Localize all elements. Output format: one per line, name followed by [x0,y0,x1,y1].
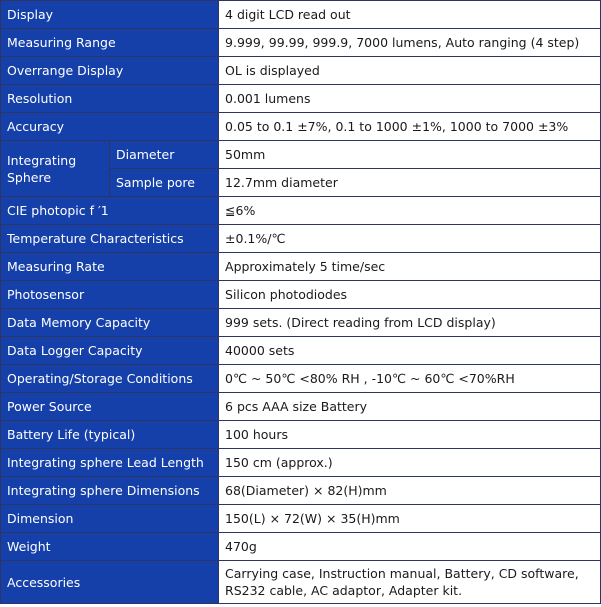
row-label: Photosensor [1,281,219,309]
table-row [1,309,601,337]
row-value: 0℃ ~ 50℃ <80% RH , -10℃ ~ 60℃ <70%RH [219,365,601,393]
row-label: Integrating sphere Lead Length [1,449,219,477]
row-label: Weight [1,533,219,561]
table-row [1,533,601,561]
table-row [1,393,601,421]
row-value: OL is displayed [219,57,601,85]
table-row [1,1,601,29]
row-label: Data Memory Capacity [1,309,219,337]
table-row [1,477,601,505]
row-label: Dimension [1,505,219,533]
row-value: ±0.1%/℃ [219,225,601,253]
row-label: Power Source [1,393,219,421]
row-value: 999 sets. (Direct reading from LCD display) [219,309,601,337]
row-value: 100 hours [219,421,601,449]
sub-row-label: Diameter [110,141,219,169]
row-label: Overrange Display [1,57,219,85]
row-label: Measuring Rate [1,253,219,281]
integrating-sphere-label: Integrating Sphere [1,141,110,197]
table-row [1,253,601,281]
row-label: Temperature Characteristics [1,225,219,253]
row-label: Operating/Storage Conditions [1,365,219,393]
row-value: 0.05 to 0.1 ±7%, 0.1 to 1000 ±1%, 1000 to 7000 ±3% [219,113,601,141]
row-value: Carrying case, Instruction manual, Battery, CD software, RS232 cable, AC adaptor, Adapter kit. [219,561,601,604]
row-label: CIE photopic f ′1 [1,197,219,225]
row-value: 12.7mm diameter [219,169,601,197]
table-row [1,141,601,169]
row-label: Data Logger Capacity [1,337,219,365]
table-row [1,337,601,365]
row-value: 0.001 lumens [219,85,601,113]
row-value: 150(L) × 72(W) × 35(H)mm [219,505,601,533]
row-value: 68(Diameter) × 82(H)mm [219,477,601,505]
row-label: Accessories [1,561,219,604]
row-label: Display [1,1,219,29]
table-row [1,57,601,85]
table-row [1,365,601,393]
sub-row-label: Sample pore [110,169,219,197]
row-value: 150 cm (approx.) [219,449,601,477]
row-value: Silicon photodiodes [219,281,601,309]
row-label: Integrating sphere Dimensions [1,477,219,505]
row-label: Measuring Range [1,29,219,57]
table-row [1,197,601,225]
row-value: 40000 sets [219,337,601,365]
row-value: 9.999, 99.99, 999.9, 7000 lumens, Auto ranging (4 step) [219,29,601,57]
table-row [1,281,601,309]
row-label: Battery Life (typical) [1,421,219,449]
row-value: ≦6% [219,197,601,225]
table-row [1,225,601,253]
table-row [1,449,601,477]
table-row [1,505,601,533]
table-row [1,113,601,141]
table-row [1,421,601,449]
row-value: Approximately 5 time/sec [219,253,601,281]
row-value: 470g [219,533,601,561]
table-row [1,561,601,604]
row-value: 4 digit LCD read out [219,1,601,29]
table-row [1,29,601,57]
row-value: 50mm [219,141,601,169]
row-value: 6 pcs AAA size Battery [219,393,601,421]
table-row [1,85,601,113]
row-label: Accuracy [1,113,219,141]
row-label: Resolution [1,85,219,113]
